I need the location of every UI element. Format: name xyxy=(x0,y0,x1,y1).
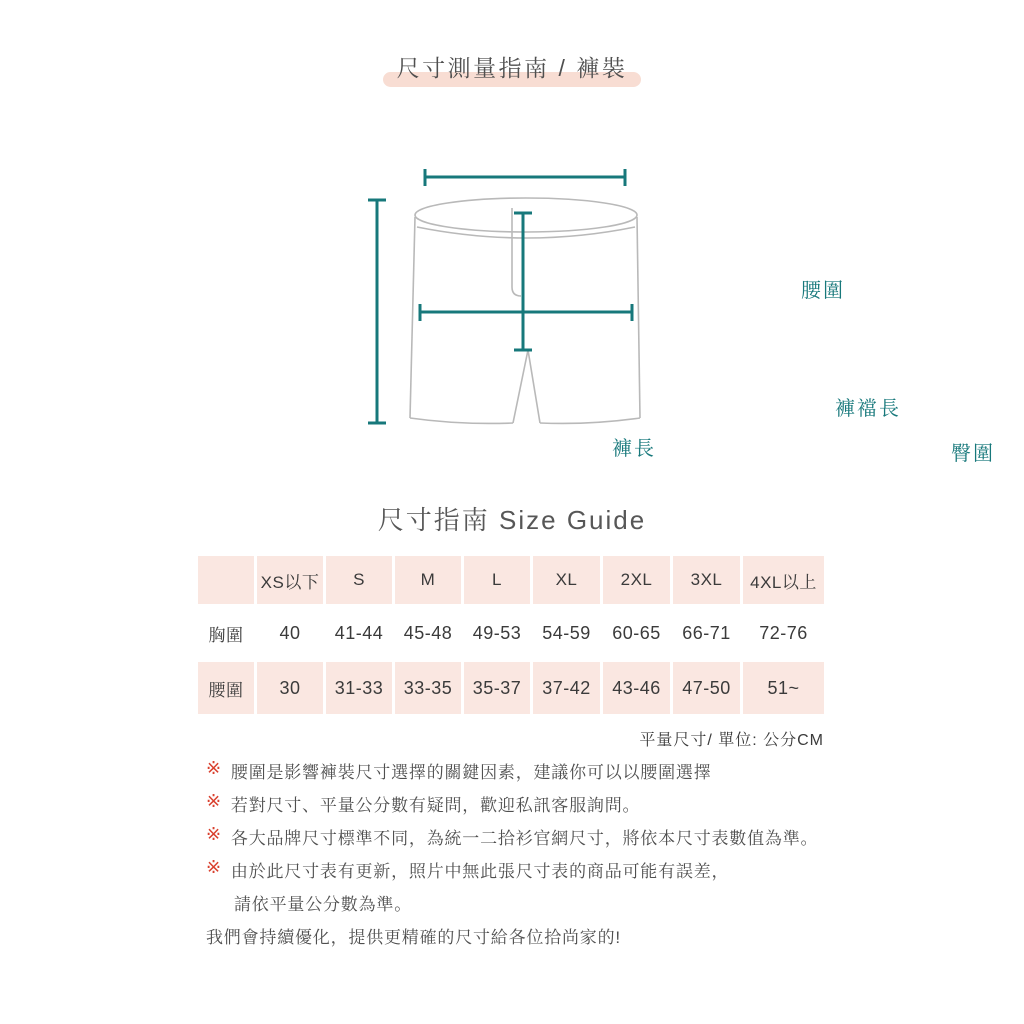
table-header-cell-3xl: 3XL xyxy=(673,556,740,604)
note-item xyxy=(206,758,846,782)
table-row-label-waist: 腰圍 xyxy=(198,662,254,714)
note-text: 若對尺寸、平量公分數有疑問，歡迎私訊客服詢問。 xyxy=(230,796,641,815)
table-header-cell-xs: XS以下 xyxy=(257,556,323,604)
page-title-wrap xyxy=(0,50,1024,83)
measurement-diagram xyxy=(300,135,995,465)
note-item xyxy=(206,824,846,848)
measurement-lines xyxy=(368,169,632,423)
page-title xyxy=(391,50,634,83)
note-text: 各大品牌尺寸標準不同，為統一二拾衫官網尺寸，將依本尺寸表數值為準。 xyxy=(230,829,819,848)
shorts-illustration xyxy=(300,135,720,465)
table-header-cell-s: S xyxy=(326,556,392,604)
table-cell: 51~ xyxy=(743,662,824,714)
table-cell: 49-53 xyxy=(472,622,522,643)
table-cell: 41-44 xyxy=(334,622,384,643)
note-text: 請依平量公分數為準。 xyxy=(234,895,412,914)
footer-note xyxy=(206,923,846,947)
table-cell: 47-50 xyxy=(673,662,740,714)
pant-length-measure-label: 褲長 xyxy=(612,438,656,460)
note-item xyxy=(206,791,846,815)
table-cell: 60-65 xyxy=(612,622,661,643)
waist-measure-label: 腰圍 xyxy=(801,280,845,302)
reference-mark-icon: ※ xyxy=(206,791,222,811)
crotch-length-measure-label: 褲襠長 xyxy=(835,398,901,420)
reference-mark-icon: ※ xyxy=(206,857,222,877)
table-cell: 45-48 xyxy=(403,622,453,643)
table-header-cell-empty xyxy=(198,556,254,604)
size-guide-heading: 尺寸指南 Size Guide xyxy=(377,505,647,535)
note-item xyxy=(206,857,846,881)
table-header-cell-2xl: 2XL xyxy=(603,556,670,604)
table-cell: 54-59 xyxy=(542,622,591,643)
table-cell: 37-42 xyxy=(533,662,600,714)
table-cell: 35-37 xyxy=(464,662,530,714)
note-text: 由於此尺寸表有更新，照片中無此張尺寸表的商品可能有誤差， xyxy=(230,862,730,881)
table-header-cell-l: L xyxy=(464,556,530,604)
unit-note: 平量尺寸/ 單位: 公分CM xyxy=(639,732,824,749)
table-header-cell-xl: XL xyxy=(533,556,600,604)
table-cell: 31-33 xyxy=(326,662,392,714)
size-table xyxy=(198,556,824,714)
table-cell: 33-35 xyxy=(395,662,461,714)
note-continuation xyxy=(206,890,846,914)
table-cell: 40 xyxy=(279,622,301,643)
reference-mark-icon: ※ xyxy=(206,758,222,778)
note-text: 我們會持續優化，提供更精確的尺寸給各位拾尚家的! xyxy=(206,928,621,947)
footnotes xyxy=(206,758,846,956)
hip-measure-label: 臀圍 xyxy=(951,443,995,465)
table-cell: 43-46 xyxy=(603,662,670,714)
table-header-cell-m: M xyxy=(395,556,461,604)
note-text: 腰圍是影響褲裝尺寸選擇的關鍵因素，建議你可以以腰圍選擇 xyxy=(230,763,712,782)
page-title-text: 尺寸測量指南 / 褲裝 xyxy=(396,55,628,81)
table-cell: 30 xyxy=(257,662,323,714)
reference-mark-icon: ※ xyxy=(206,824,222,844)
table-cell: 72-76 xyxy=(759,622,808,643)
table-header-cell-4xl: 4XL以上 xyxy=(743,556,824,604)
table-cell: 66-71 xyxy=(682,622,731,643)
table-row-label-chest: 胸圍 xyxy=(208,625,244,645)
